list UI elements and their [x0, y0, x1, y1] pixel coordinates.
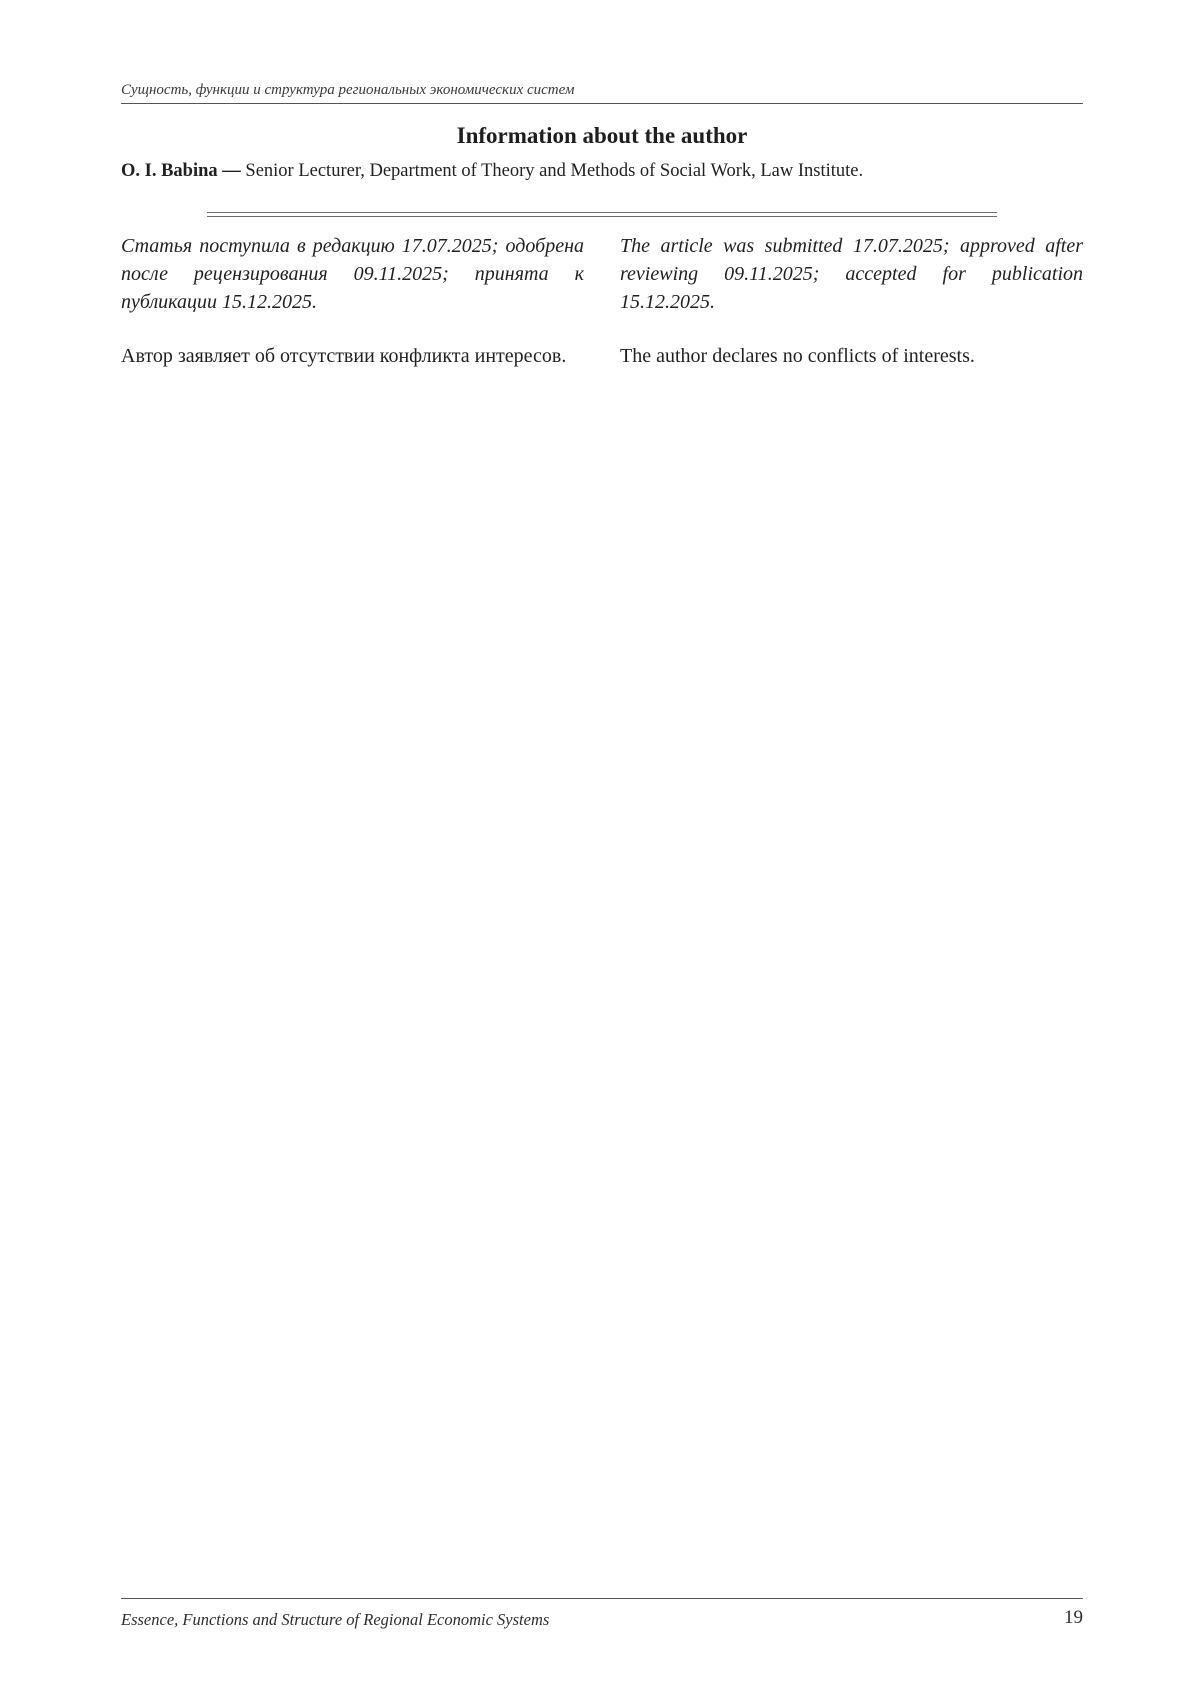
- author-description: Senior Lecturer, Department of Theory and Methods of Social Work, Law Institute.: [240, 161, 864, 181]
- footer-rule: [121, 1598, 1083, 1599]
- submission-dates-en: The article was submitted 17.07.2025; approved after reviewing 09.11.2025; accepted for publication 15.12.2025.: [620, 235, 1083, 313]
- english-column: [620, 232, 1083, 370]
- author-name: O. I. Babina —: [121, 161, 241, 181]
- page-number: 19: [1064, 1607, 1083, 1628]
- author-info-heading: Information about the author: [456, 123, 748, 148]
- conflict-statement-ru: Автор заявляет об отсутствии конфликта интересов.: [121, 345, 567, 367]
- russian-column: [121, 232, 584, 370]
- submission-dates-ru: Статья поступила в редакцию 17.07.2025; одобрена после рецензирования 09.11.2025; принята к публикации 15.12.2025.: [121, 235, 584, 313]
- header-rule: [121, 103, 1083, 104]
- author-info-line: [121, 159, 1083, 183]
- running-head: Сущность, функции и структура региональных экономических систем: [121, 82, 575, 98]
- conflict-statement-en: The author declares no conflicts of interests.: [620, 345, 975, 367]
- section-divider: [207, 212, 997, 217]
- footer-journal-title: Essence, Functions and Structure of Regional Economic Systems: [121, 1610, 550, 1629]
